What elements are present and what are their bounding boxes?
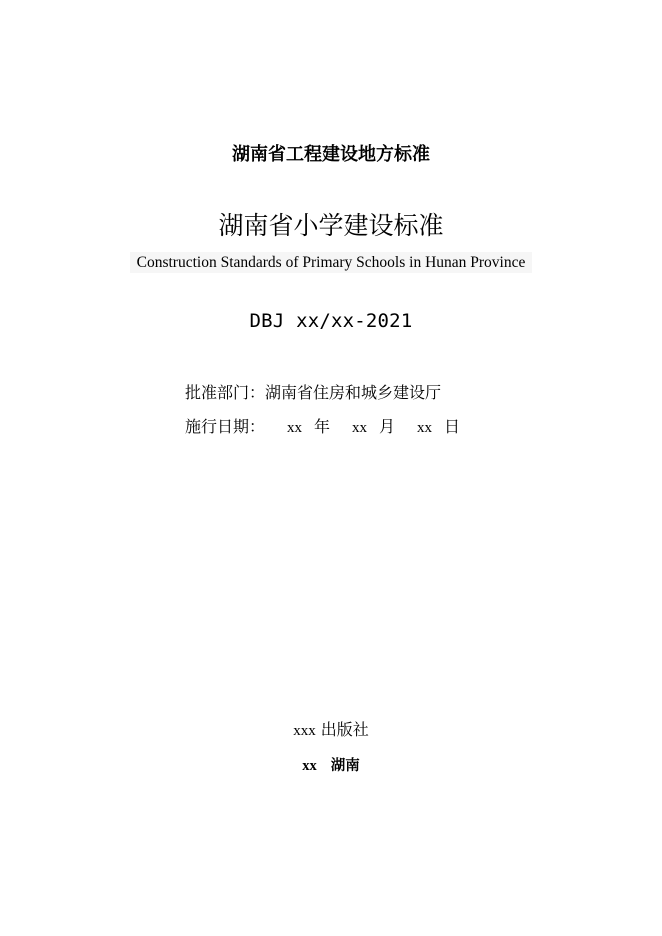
document-title-english: Construction Standards of Primary Schools in Hunan Province (130, 252, 533, 273)
approval-department-row (185, 380, 441, 403)
document-title-chinese: 湖南省小学建设标准 (218, 211, 444, 240)
effective-day-unit: 日 (444, 417, 461, 436)
approval-value: 湖南省住房和城乡建设厅 (265, 383, 442, 402)
series-title: 湖南省工程建设地方标准 (232, 144, 430, 165)
effective-day-value: xx (417, 420, 433, 436)
publication-city: 湖南 (330, 758, 360, 774)
effective-year-value: xx (287, 420, 303, 436)
publisher-name-suffix: 出版社 (320, 720, 369, 739)
effective-date-row (185, 414, 460, 437)
publisher-row (0, 717, 662, 740)
approval-label: 批准部门： (185, 383, 266, 402)
effective-month-value: xx (352, 420, 368, 436)
standard-code: DBJ xx/xx-2021 (249, 310, 413, 332)
effective-date-label: 施行日期： (185, 417, 266, 436)
effective-month-unit: 月 (379, 417, 396, 436)
publication-place-row (0, 754, 662, 775)
document-title-english-wrapper (0, 254, 662, 272)
effective-year-unit: 年 (314, 417, 331, 436)
publication-year: xx (302, 758, 317, 774)
publisher-name-prefix: xxx (293, 723, 316, 739)
